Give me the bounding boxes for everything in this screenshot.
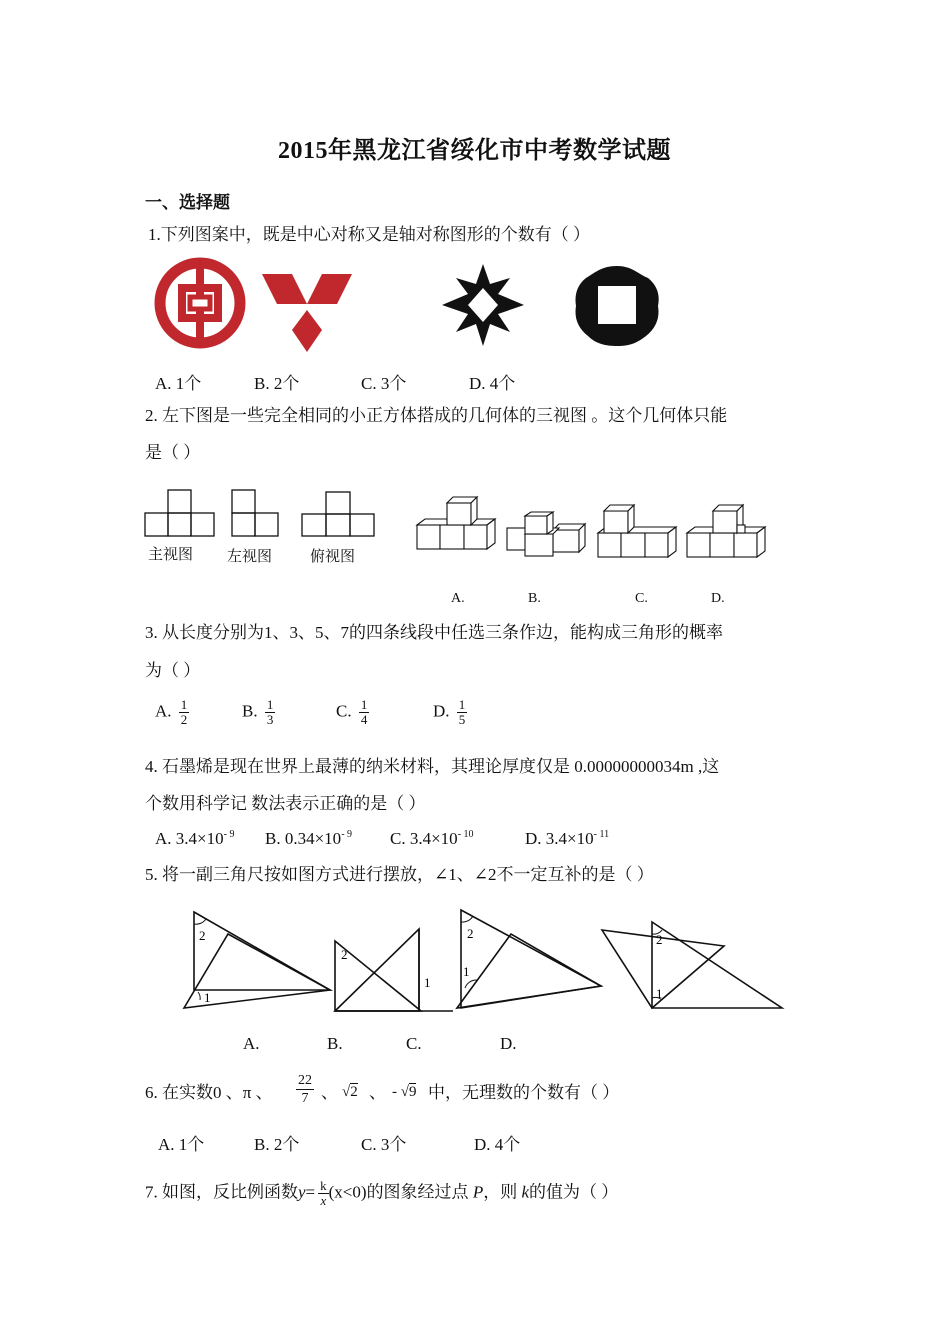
q2-solid-d [685,503,767,561]
q2-view-label-left: 左视图 [227,548,273,565]
q4-option-b[interactable]: B. $0.34\times 10^{- 9}$ [265,829,353,848]
q5-figure-a [182,910,334,1012]
q1-option-b[interactable]: B. 2个 [254,374,300,393]
q3-option-a-fraction: $\frac{1}{2}$ [180,697,188,727]
q2-option-b[interactable]: B. [528,591,541,606]
q3-option-c-fraction: $\frac{1}{4}$ [360,697,368,727]
q6-option-a[interactable]: A. 1个 [158,1135,205,1154]
q5-option-b[interactable]: B. [327,1034,343,1053]
q6-sep-2: 、 [369,1083,386,1102]
q2-top-view [301,490,375,538]
q5-b-angle-2: 2 [341,947,348,962]
q1-option-a[interactable]: A. 1个 [155,374,202,393]
section-heading: 一、选择题 [145,193,230,212]
q3-option-b-label: B. [242,701,258,721]
q1-option-c[interactable]: C. 3个 [361,374,407,393]
q6-neg-sqrt9: - √9 [392,1084,417,1100]
q6-option-b[interactable]: B. 2个 [254,1135,300,1154]
q1-figure-star [438,262,528,348]
q2-solid-a [415,495,497,553]
q1-stem: 1.下列图案中，既是中心对称又是轴对称图形的个数有（ ） [148,225,590,244]
q3-option-a-label: A. [155,701,172,721]
q3-stem-line2: 为（ ） [145,661,201,680]
q2-left-view [231,488,281,538]
q3-option-a[interactable] [155,698,189,727]
q2-view-label-front: 主视图 [148,546,194,563]
q1-option-d[interactable]: D. 4个 [469,374,516,393]
q3-option-c-label: C. [336,701,352,721]
q5-c-angle-2: 2 [467,926,474,941]
q5-b-angle-1: 1 [424,975,431,990]
q6-option-d[interactable]: D. 4个 [474,1135,521,1154]
q3-stem-line1: 3. 从长度分别为1、3、5、7的四条线段中任选三条作边，能构成三角形的概率 [145,623,723,642]
q5-a-angle-1: 1 [204,990,211,1005]
q4-stem-line1: 4. 石墨烯是现在世界上最薄的纳米材料，其理论厚度仅是 0.00000000034m ,这 [145,757,720,776]
q2-stem-line2: 是（ ） [145,443,201,462]
q6-sqrt2: √2 [342,1084,358,1100]
q6-stem-prefix: 6. 在实数0 、π 、 [145,1083,273,1102]
q5-stem: 5. 将一副三角尺按如图方式进行摆放，∠1、∠2不一定互补的是（ ） [145,865,654,884]
q4-option-d[interactable]: D. $3.4\times 10^{- 11}$ [525,829,610,848]
q6-stem-suffix: 中，无理数的个数有（ ） [428,1083,620,1102]
q2-view-label-top: 俯视图 [310,548,356,565]
q5-figure-c [455,908,605,1012]
q3-option-d[interactable] [433,698,467,727]
q2-option-c[interactable]: C. [635,591,648,606]
page-title: 2015年黑龙江省绥化市中考数学试题 [278,138,671,164]
q5-figure-b [333,925,455,1013]
q5-c-angle-1: 1 [463,964,470,979]
q5-d-angle-1: 1 [656,986,663,1001]
q3-option-b-fraction: $\frac{1}{3}$ [266,697,274,727]
q1-figure-bank-logo [155,258,245,348]
q5-option-a[interactable]: A. [243,1034,260,1053]
q5-a-angle-2: 2 [199,928,206,943]
q3-option-c[interactable] [336,698,369,727]
q3-option-d-fraction: $\frac{1}{5}$ [458,697,466,727]
q2-solid-b [505,510,587,558]
q3-option-d-label: D. [433,701,450,721]
q4-stem-line2: 个数用科学记 数法表示正确的是（ ） [145,794,426,813]
q5-d-angle-2: 2 [656,932,663,947]
q2-front-view [144,488,216,538]
q5-option-d[interactable]: D. [500,1034,517,1053]
q2-stem-line1: 2. 左下图是一些完全相同的小正方体搭成的几何体的三视图 。这个几何体只能 [145,406,728,425]
q5-figure-d [600,920,784,1012]
q4-option-a[interactable]: A. $3.4\times 10^{- 9}$ [155,829,235,848]
q6-option-c[interactable]: C. 3个 [361,1135,407,1154]
q3-option-b[interactable] [242,698,275,727]
q2-option-a[interactable]: A. [451,591,465,606]
q1-figure-coin [572,264,662,348]
q4-option-c[interactable]: C. $3.4\times 10^{- 10}$ [390,829,474,848]
q6-sep-1: 、 [321,1083,338,1102]
q7-stem: 7. 如图，反比例函数y= $\frac{k}{x}$ (x<0)的图象经过点 P，则 k的值为（ ） [145,1178,619,1208]
q6-fraction: $\frac{22}{7}$ [298,1073,312,1106]
q1-figure-diamonds [262,270,352,352]
q2-solid-c [596,503,678,561]
q2-option-d[interactable]: D. [711,591,725,606]
q5-option-c[interactable]: C. [406,1034,422,1053]
